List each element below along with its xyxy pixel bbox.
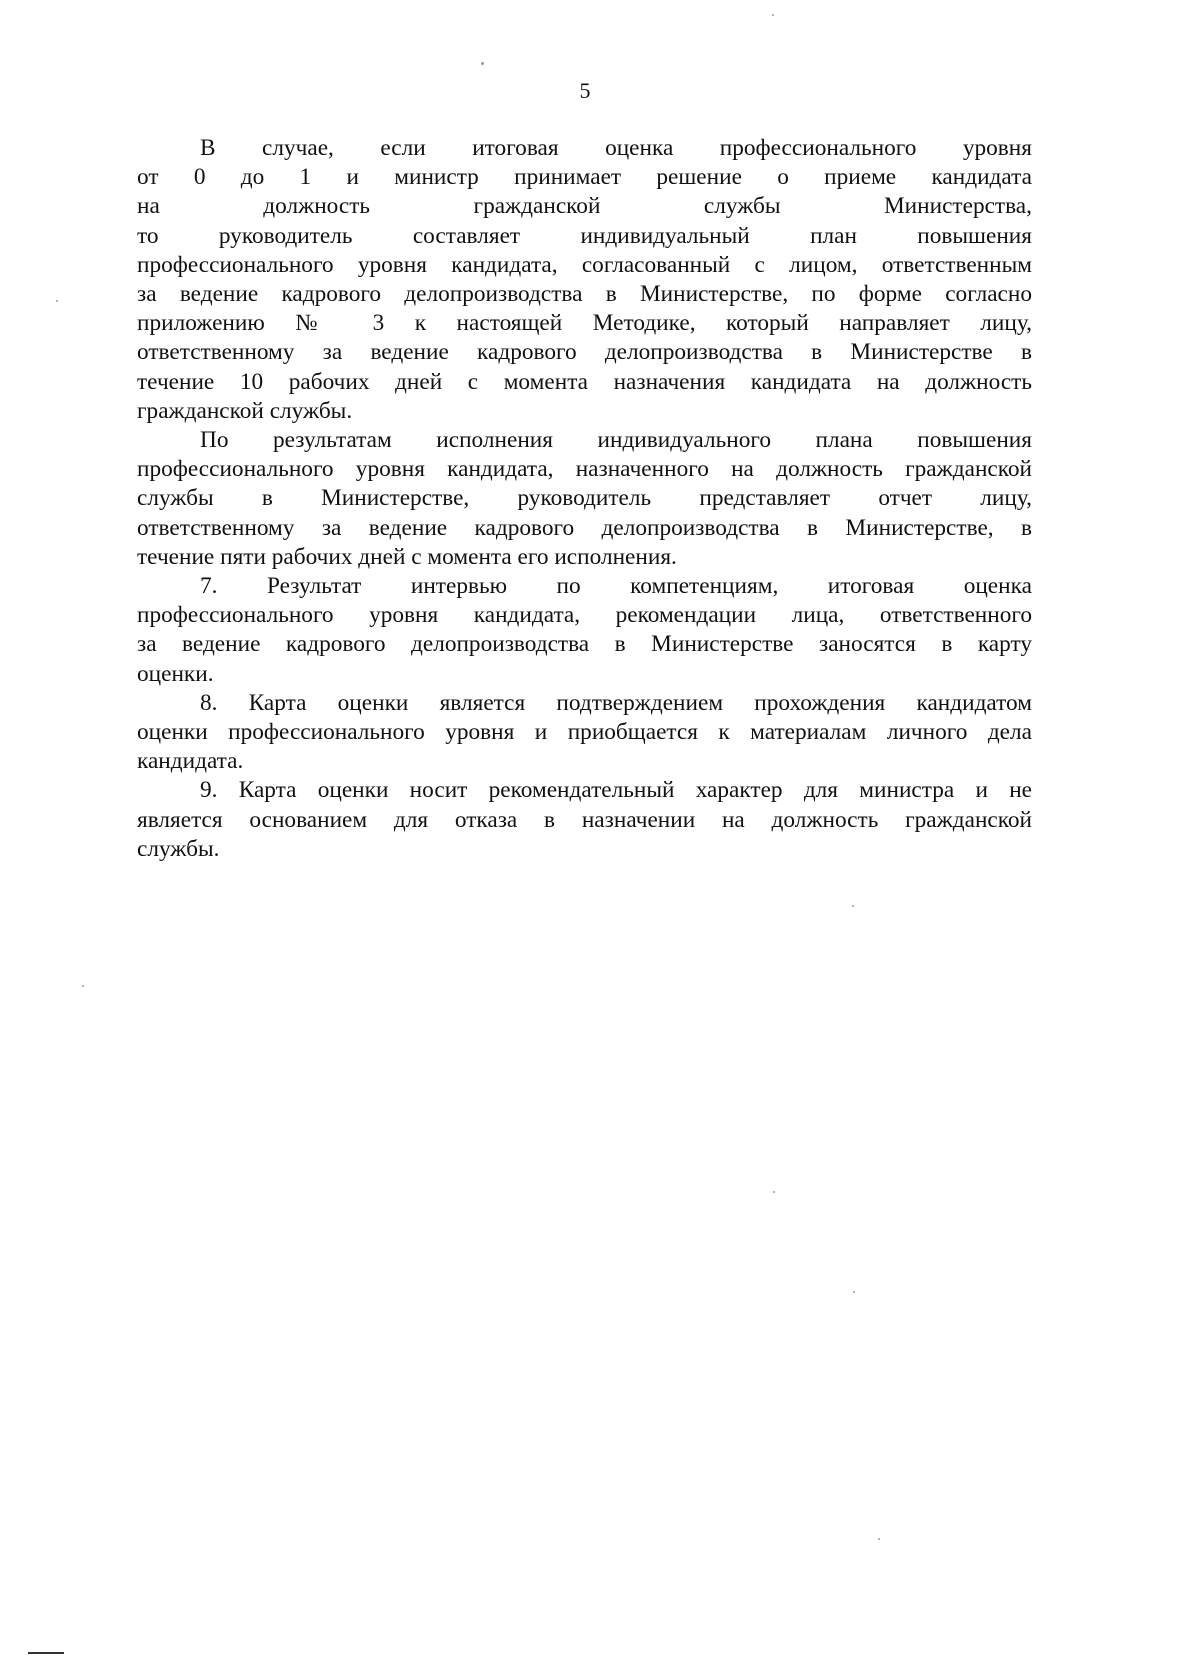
scan-speck xyxy=(853,1291,855,1293)
text-line: за ведение кадрового делопроизводства в Министерстве заносятся в карту xyxy=(137,631,1032,658)
word: представляет xyxy=(699,485,831,512)
text-line: службы. xyxy=(137,835,220,862)
document-body xyxy=(137,134,1032,864)
text-line xyxy=(137,134,1032,163)
word: профессионального xyxy=(719,135,917,161)
word: случае, xyxy=(262,135,334,161)
word: 7. xyxy=(200,573,218,600)
word: Министерства, xyxy=(883,193,1032,220)
text-line xyxy=(137,222,1032,251)
word: принимает xyxy=(514,164,622,191)
text-line xyxy=(137,163,1032,192)
word: план xyxy=(810,222,857,249)
word: В xyxy=(200,135,216,161)
word: должность xyxy=(263,193,371,220)
word: повышения xyxy=(917,427,1032,454)
word: по xyxy=(556,573,581,600)
text-line: за ведение кадрового делопроизводства в Министерстве, по форме согласно xyxy=(137,281,1032,308)
word: оценка xyxy=(605,135,674,161)
word: руководитель xyxy=(517,485,652,512)
word: службы xyxy=(703,193,781,220)
word: от xyxy=(137,164,159,191)
scan-speck xyxy=(773,1191,775,1193)
word: итоговая xyxy=(827,573,915,600)
word: отчет xyxy=(878,485,933,512)
word: повышения xyxy=(917,222,1032,249)
text-line: ответственному за ведение кадрового делопроизводства в Министерстве в xyxy=(137,339,1032,366)
text-line: является основанием для отказа в назначении на должность гражданской xyxy=(137,806,1032,833)
word: решение xyxy=(656,164,742,191)
word: оценка xyxy=(963,573,1032,600)
page-number: 5 xyxy=(579,78,591,103)
word: кандидата xyxy=(931,164,1032,191)
word: до xyxy=(240,164,265,191)
word: 0 xyxy=(193,164,206,191)
text-line: течение 10 рабочих дней с момента назначения кандидата на должность xyxy=(137,368,1032,395)
word: лицу, xyxy=(980,485,1032,512)
scan-speck xyxy=(772,14,774,16)
word: и xyxy=(346,164,359,191)
text-line: профессионального уровня кандидата, рекомендации лица, ответственного xyxy=(137,602,1032,629)
word: уровня xyxy=(962,135,1032,161)
paragraph xyxy=(137,134,1032,426)
paragraph xyxy=(137,776,1032,864)
word: плана xyxy=(815,427,873,454)
text-line: приложению № 3 к настоящей Методике, который направляет лицу, xyxy=(137,310,1032,337)
word: индивидуального xyxy=(597,427,771,454)
text-line: гражданской службы. xyxy=(137,397,353,424)
word: гражданской xyxy=(473,193,601,220)
word: По xyxy=(200,427,229,454)
paragraph xyxy=(137,426,1032,572)
paragraph xyxy=(137,572,1032,689)
text-line: течение пяти рабочих дней с момента его исполнения. xyxy=(137,543,677,570)
word: исполнения xyxy=(436,427,553,454)
word: о xyxy=(777,164,789,191)
word: результатам xyxy=(273,427,392,454)
text-line xyxy=(137,426,1032,455)
text-line: ответственному за ведение кадрового делопроизводства в Министерстве, в xyxy=(137,514,1032,541)
word: в xyxy=(261,485,273,512)
text-line: 9. Карта оценки носит рекомендательный характер для министра и не xyxy=(200,777,1032,804)
text-line: профессионального уровня кандидата, согласованный с лицом, ответственным xyxy=(137,251,1032,278)
word: итоговая xyxy=(472,135,559,161)
word: индивидуальный xyxy=(580,222,750,249)
paragraph xyxy=(137,689,1032,777)
word: интервью xyxy=(410,573,508,600)
word: составляет xyxy=(412,222,521,249)
text-line: оценки. xyxy=(137,660,214,687)
scan-speck xyxy=(878,1538,880,1540)
word: приеме xyxy=(824,164,897,191)
scan-speck xyxy=(852,905,854,907)
scan-speck xyxy=(56,300,58,302)
text-line xyxy=(137,192,1032,221)
scan-speck xyxy=(481,62,484,65)
word: если xyxy=(380,135,426,161)
scan-speck xyxy=(82,985,84,987)
word: то xyxy=(137,222,159,249)
text-line: 8. Карта оценки является подтверждением прохождения кандидатом xyxy=(200,689,1032,716)
text-line xyxy=(137,484,1032,513)
scan-artifact-line xyxy=(28,1652,64,1654)
word: 1 xyxy=(299,164,312,191)
word: министр xyxy=(394,164,479,191)
word: службы xyxy=(137,485,214,512)
word: компетенциям, xyxy=(630,573,779,600)
text-line: оценки профессионального уровня и приобщается к материалам личного дела xyxy=(137,719,1032,746)
word: Результат xyxy=(267,573,362,600)
word: на xyxy=(137,193,160,220)
text-line: профессионального уровня кандидата, назначенного на должность гражданской xyxy=(137,456,1032,483)
word: Министерстве, xyxy=(321,485,470,512)
text-line xyxy=(137,572,1032,601)
word: руководитель xyxy=(218,222,353,249)
text-line: кандидата. xyxy=(137,748,244,775)
